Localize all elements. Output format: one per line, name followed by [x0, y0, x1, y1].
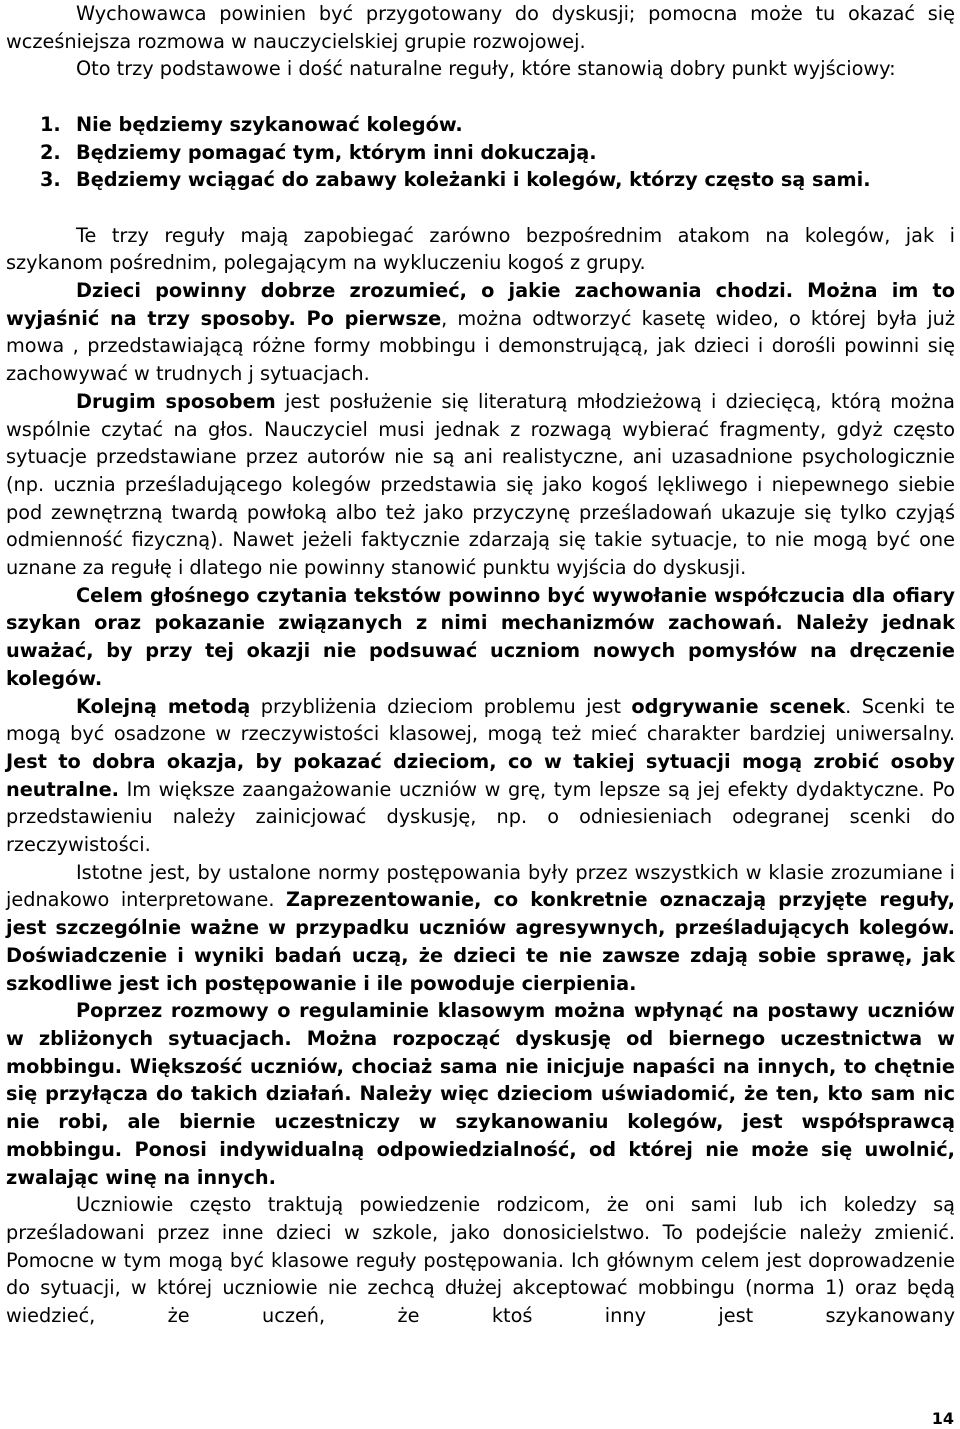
- document-page: [6, 0, 955, 1330]
- paragraph-norms: [6, 859, 955, 998]
- rule-text: Będziemy wciągać do zabawy koleżanki i kolegów, którzy często są sami.: [76, 168, 871, 192]
- bold-text: odgrywanie scenek: [631, 694, 846, 718]
- paragraph-classroom-rules: Poprzez rozmowy o regulaminie klasowym można wpłynąć na postawy uczniów w zbliżonych sytuacjach. Można rozpocząć dyskusję od biernego uczestnictwa w mobbingu. Większość uczniów, chociaż sama nie inicjuje napaści na innych, to chętnie się przyłącza do takich działań. Należy więc dzieciom uświadomić, że ten, kto sam nic nie robi, ale biernie uczestniczy w szykanowaniu kolegów, jest współsprawcą mobbingu. Ponosi indywidualną odpowiedzialność, od której nie może się uwolnić, zwalając winę na innych.: [6, 999, 955, 1189]
- text-run: Im większe zaangażowanie uczniów w grę, tym lepsze są jej efekty dydaktyczne. Po przedstawieniu należy zainicjować dyskusję, np. o odniesieniach odegranej scenki do rzeczywistości.: [6, 777, 955, 857]
- text-run: jest posłużenie się literaturą młodzieżową i dziecięcą, którą można wspólnie czytać na głos. Nauczyciel musi jednak z rozwagą wybierać fragmenty, gdyż często sytuacje przedstawiane przez autorów nie są ani realistyczne, ani uzasadnione psychologicznie (np. ucznia prześladującego kolegów przedstawia się jako kogoś lękliwego i niepewnego siebie pod zewnętrzną twardą powłoką albo też jako przyczynę prześladowań ukazuje się tylko czyjąś odmienność fizyczną). Nawet jeżeli faktycznie zdarzają się takie sytuacje, to nie mogą być one uznane za regułę i dlatego nie powinny stanowić punktu wyjścia do dyskusji.: [6, 389, 955, 580]
- rule-text: Będziemy pomagać tym, którym inni dokuczają.: [76, 140, 597, 164]
- rules-list: [6, 111, 955, 194]
- paragraph-reporting: Uczniowie często traktują powiedzenie rodzicom, że oni sami lub ich koledzy są prześladowani przez inne dzieci w szkole, jako donosicielstwo. To podejście należy zmienić. Pomocne w tym mogą być klasowe reguły postępowania. Ich głównym celem jest doprowadzenie do sytuacji, w której uczniowie nie zechcą dłużej akceptować mobbingu (norma 1) oraz będą wiedzieć, że uczeń, że ktoś inny jest szykanowany: [6, 1193, 955, 1328]
- bold-text: Drugim sposobem: [76, 389, 276, 413]
- text-run: przybliżenia dzieciom problemu jest: [250, 694, 632, 718]
- rule-text: Nie będziemy szykanować kolegów.: [76, 112, 463, 136]
- rule-number: 2.: [40, 140, 61, 164]
- paragraph-ways-intro: [6, 277, 955, 388]
- text-run: . Scenki te mogą być osadzone w rzeczywistości klasowej, mogą też mieć charakter bardziej uniwersalny.: [6, 694, 955, 746]
- rule-number: 3.: [40, 168, 61, 192]
- text-run: , można odtworzyć kasetę wideo, o której była już mowa , przedstawiającą różne formy mobbingu i demonstrującą, jak dzieci i dorośli powinni się zachowywać w trudnych j sytuacjach.: [6, 306, 955, 386]
- paragraph-third-way: [6, 693, 955, 859]
- paragraph-intro-1: Wychowawca powinien być przygotowany do dyskusji; pomocna może tu okazać się wcześniejsza rozmowa w nauczycielskiej grupie rozwojowej.: [6, 2, 955, 53]
- paragraph-rules-note: Te trzy reguły mają zapobiegać zarówno bezpośrednim atakom na kolegów, jak i szykanom pośrednim, polegającym na wykluczeniu kogoś z grupy.: [6, 223, 955, 275]
- rule-item-1: [6, 111, 955, 139]
- rule-item-2: [6, 139, 955, 167]
- paragraph-intro-2: Oto trzy podstawowe i dość naturalne reguły, które stanowią dobry punkt wyjściowy:: [76, 57, 896, 81]
- bold-text: Dzieci powinny dobrze zrozumieć, o jakie zachowania chodzi. Można im to wyjaśnić na trzy sposoby.: [6, 279, 955, 330]
- bold-text: Jest to dobra okazja, by pokazać dzieciom, co w takiej sytuacji mogą zrobić osoby neutralne.: [6, 749, 955, 801]
- paragraph-reading-goal: Celem głośnego czytania tekstów powinno być wywołanie współczucia dla ofiary szykan oraz pokazanie związanych z nimi mechanizmów zachowań. Należy jednak uważać, by przy tej okazji nie podsuwać uczniom nowych pomysłów na dręczenie kolegów.: [6, 583, 955, 690]
- bold-text: Po pierwsze: [306, 306, 442, 330]
- bold-text: Zaprezentowanie, co konkretnie oznaczają przyjęte reguły, jest szczególnie ważne w przypadku uczniów agresywnych, prześladujących kolegów. Doświadczenie i wyniki badań uczą, że dzieci te nie zawsze zdają sobie sprawę, jak szkodliwe jest ich postępowanie i ile powoduje cierpienia.: [6, 888, 955, 995]
- page-number: 14: [931, 1409, 954, 1428]
- rule-number: 1.: [40, 112, 61, 136]
- paragraph-second-way: [6, 388, 955, 582]
- bold-text: Kolejną metodą: [76, 694, 251, 718]
- text-run: Istotne jest, by ustalone normy postępowania były przez wszystkich w klasie zrozumiane i jednakowo interpretowane.: [6, 860, 955, 912]
- rule-item-3: [6, 166, 955, 194]
